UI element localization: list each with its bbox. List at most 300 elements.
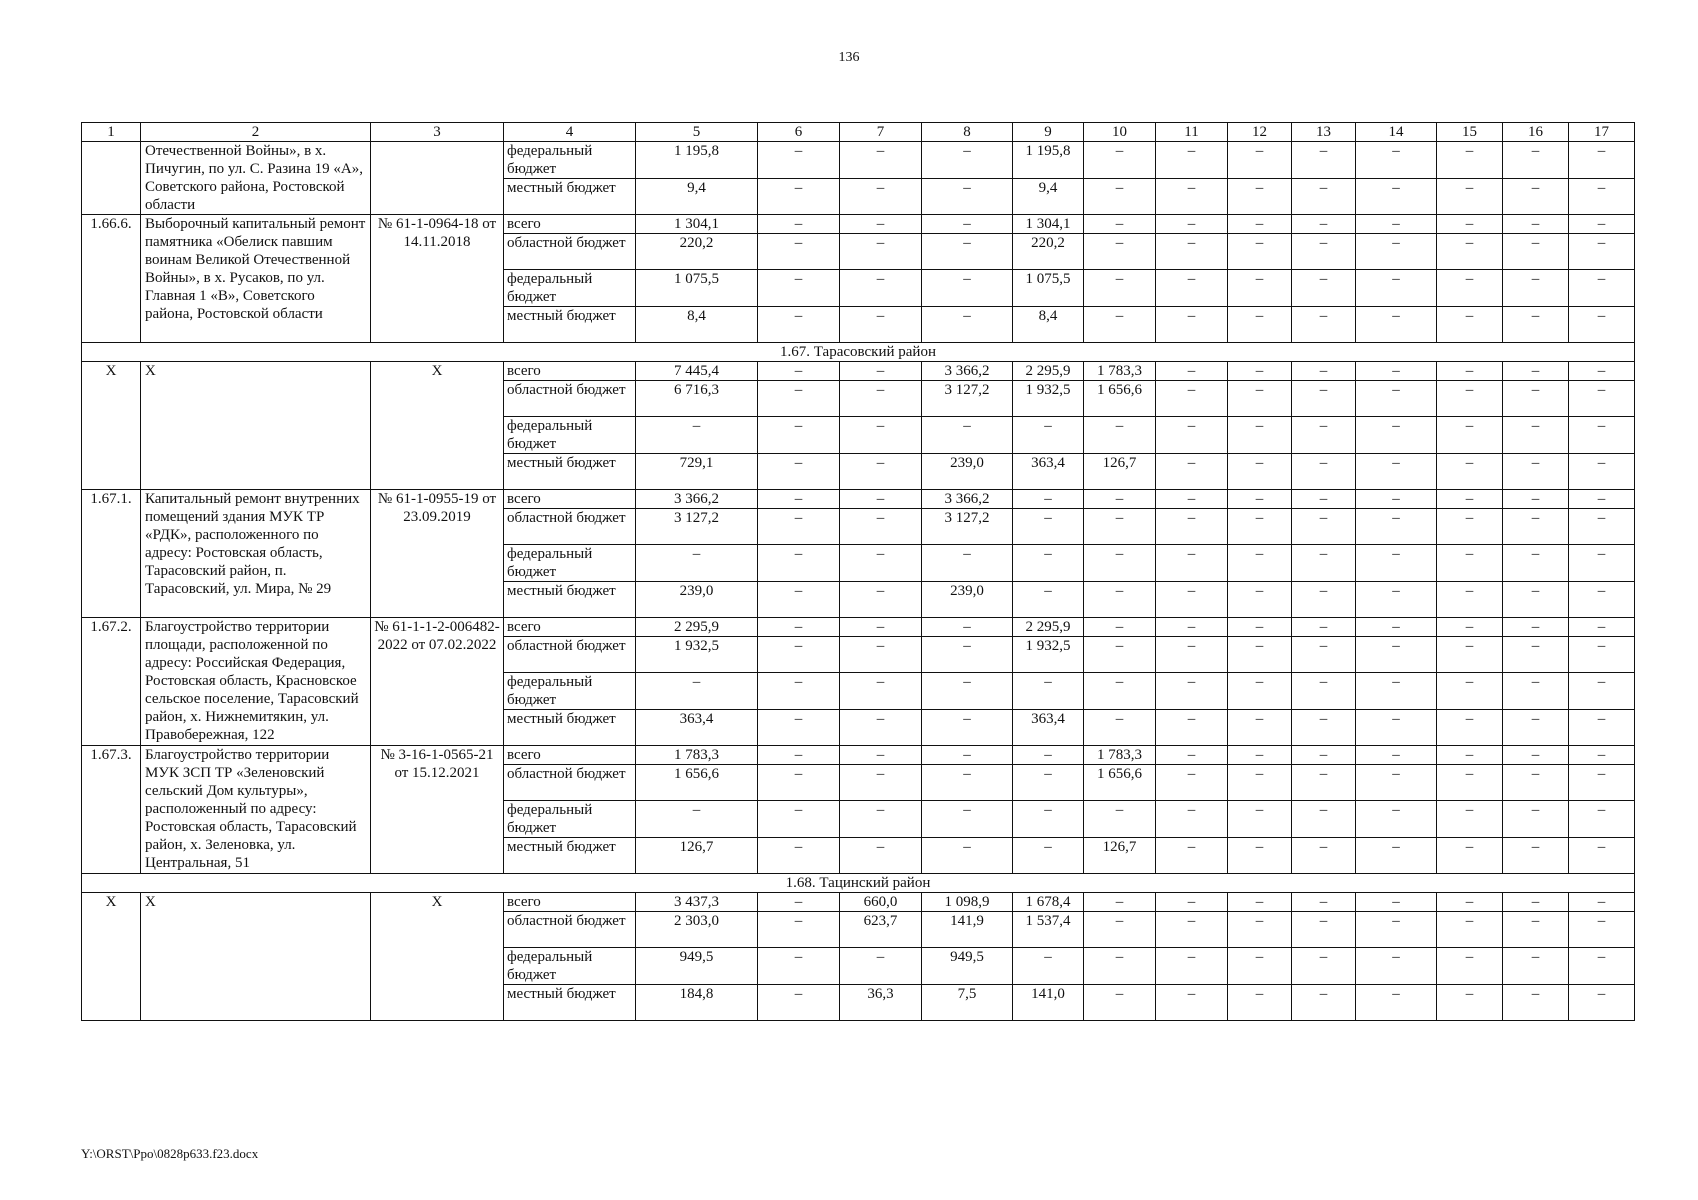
value-cell: – bbox=[1503, 142, 1569, 179]
value-cell: – bbox=[758, 179, 840, 215]
value-cell: – bbox=[840, 381, 922, 417]
funding-source: федеральный бюджет bbox=[504, 545, 636, 582]
value-cell: – bbox=[1356, 948, 1437, 985]
value-cell: – bbox=[1437, 838, 1503, 874]
funding-source: федеральный бюджет bbox=[504, 673, 636, 710]
value-cell: – bbox=[1503, 893, 1569, 912]
value-cell: – bbox=[1084, 545, 1156, 582]
value-cell: 1 195,8 bbox=[1013, 142, 1084, 179]
item-name: Капитальный ремонт внутренних помещений здания МУК ТР «РДК», расположенного по адресу: Ростовская область, Тарасовский район, п. Тарасовский, ул. Мира, № 29 bbox=[141, 490, 371, 618]
value-cell: – bbox=[1228, 912, 1292, 948]
value-cell: – bbox=[1569, 746, 1635, 765]
value-cell: – bbox=[1437, 142, 1503, 179]
funding-source: федеральный бюджет bbox=[504, 270, 636, 307]
value-cell: – bbox=[1503, 746, 1569, 765]
column-number-cell: 3 bbox=[371, 123, 504, 142]
value-cell: – bbox=[1569, 215, 1635, 234]
value-cell: 7 445,4 bbox=[636, 362, 758, 381]
value-cell: – bbox=[1503, 417, 1569, 454]
value-cell: – bbox=[1156, 765, 1228, 801]
value-cell: – bbox=[1356, 912, 1437, 948]
value-cell: – bbox=[1356, 801, 1437, 838]
value-cell: – bbox=[1356, 179, 1437, 215]
value-cell: – bbox=[1292, 179, 1356, 215]
value-cell: – bbox=[1356, 637, 1437, 673]
value-cell: – bbox=[1084, 509, 1156, 545]
value-cell: 7,5 bbox=[922, 985, 1013, 1021]
value-cell: – bbox=[1503, 637, 1569, 673]
value-cell: – bbox=[1013, 948, 1084, 985]
item-number: 1.66.6. bbox=[82, 215, 141, 343]
value-cell: – bbox=[1356, 234, 1437, 270]
value-cell: – bbox=[1437, 582, 1503, 618]
expertise-conclusion: № 61-1-1-2-006482-2022 от 07.02.2022 bbox=[371, 618, 504, 746]
value-cell: – bbox=[1356, 307, 1437, 343]
value-cell: – bbox=[840, 215, 922, 234]
footer-file-path: Y:\ORST\Ppo\0828p633.f23.docx bbox=[81, 1146, 259, 1161]
value-cell: – bbox=[758, 381, 840, 417]
value-cell: 1 932,5 bbox=[1013, 381, 1084, 417]
value-cell: – bbox=[1569, 307, 1635, 343]
column-number-cell: 1 bbox=[82, 123, 141, 142]
value-cell: – bbox=[1356, 381, 1437, 417]
value-cell: – bbox=[840, 307, 922, 343]
value-cell: – bbox=[1292, 362, 1356, 381]
item-name: Благоустройство территории МУК ЗСП ТР «Зеленовский сельский Дом культуры», расположенный по адресу: Ростовская область, Тарасовский район, х. Зеленовка, ул. Центральная, 51 bbox=[141, 746, 371, 874]
value-cell: – bbox=[636, 545, 758, 582]
value-cell: 363,4 bbox=[1013, 454, 1084, 490]
funding-source: местный бюджет bbox=[504, 710, 636, 746]
budget-table bbox=[81, 122, 1635, 1021]
value-cell: 184,8 bbox=[636, 985, 758, 1021]
value-cell: 1 195,8 bbox=[636, 142, 758, 179]
value-cell: – bbox=[1292, 618, 1356, 637]
value-cell: – bbox=[1084, 710, 1156, 746]
column-number-cell: 9 bbox=[1013, 123, 1084, 142]
value-cell: – bbox=[1569, 582, 1635, 618]
item-name: Х bbox=[141, 893, 371, 1021]
value-cell: – bbox=[1013, 417, 1084, 454]
value-cell: – bbox=[922, 234, 1013, 270]
value-cell: – bbox=[1356, 362, 1437, 381]
value-cell: – bbox=[1292, 948, 1356, 985]
column-number-cell: 15 bbox=[1437, 123, 1503, 142]
value-cell: – bbox=[1228, 673, 1292, 710]
value-cell: – bbox=[1013, 509, 1084, 545]
item-number: 1.67.1. bbox=[82, 490, 141, 618]
value-cell: 9,4 bbox=[1013, 179, 1084, 215]
expertise-conclusion: Х bbox=[371, 893, 504, 1021]
value-cell: – bbox=[1084, 673, 1156, 710]
funding-source: федеральный бюджет bbox=[504, 948, 636, 985]
value-cell: – bbox=[1228, 637, 1292, 673]
value-cell: – bbox=[1437, 912, 1503, 948]
value-cell: – bbox=[1437, 307, 1503, 343]
value-cell: – bbox=[1084, 637, 1156, 673]
column-number-cell: 7 bbox=[840, 123, 922, 142]
value-cell: – bbox=[922, 838, 1013, 874]
value-cell: – bbox=[1356, 454, 1437, 490]
value-cell: – bbox=[1356, 545, 1437, 582]
value-cell: – bbox=[1228, 710, 1292, 746]
value-cell: – bbox=[1356, 893, 1437, 912]
column-number-cell: 11 bbox=[1156, 123, 1228, 142]
funding-source: федеральный бюджет bbox=[504, 142, 636, 179]
table-row bbox=[82, 618, 1635, 637]
value-cell: – bbox=[840, 545, 922, 582]
value-cell: – bbox=[1228, 417, 1292, 454]
value-cell: 8,4 bbox=[636, 307, 758, 343]
value-cell: 1 678,4 bbox=[1013, 893, 1084, 912]
value-cell: – bbox=[1228, 270, 1292, 307]
value-cell: – bbox=[1292, 307, 1356, 343]
value-cell: – bbox=[1228, 381, 1292, 417]
value-cell: – bbox=[758, 582, 840, 618]
value-cell: – bbox=[1503, 801, 1569, 838]
item-number: 1.67.3. bbox=[82, 746, 141, 874]
column-number-cell: 10 bbox=[1084, 123, 1156, 142]
value-cell: – bbox=[840, 270, 922, 307]
value-cell: 3 366,2 bbox=[922, 490, 1013, 509]
value-cell: – bbox=[1569, 545, 1635, 582]
value-cell: – bbox=[1356, 985, 1437, 1021]
value-cell: – bbox=[758, 746, 840, 765]
value-cell: – bbox=[1228, 765, 1292, 801]
value-cell: – bbox=[1356, 618, 1437, 637]
value-cell: – bbox=[758, 362, 840, 381]
funding-source: местный бюджет bbox=[504, 985, 636, 1021]
value-cell: – bbox=[1569, 454, 1635, 490]
value-cell: – bbox=[1356, 270, 1437, 307]
value-cell: – bbox=[1084, 179, 1156, 215]
value-cell: – bbox=[1084, 417, 1156, 454]
value-cell: – bbox=[1084, 215, 1156, 234]
value-cell: – bbox=[1503, 912, 1569, 948]
table-row bbox=[82, 215, 1635, 234]
value-cell: – bbox=[840, 142, 922, 179]
value-cell: – bbox=[922, 637, 1013, 673]
value-cell: – bbox=[1156, 307, 1228, 343]
item-number bbox=[82, 142, 141, 215]
value-cell: 239,0 bbox=[922, 454, 1013, 490]
value-cell: 2 295,9 bbox=[1013, 618, 1084, 637]
funding-source: местный бюджет bbox=[504, 307, 636, 343]
value-cell: – bbox=[1437, 893, 1503, 912]
column-number-cell: 2 bbox=[141, 123, 371, 142]
value-cell: 1 656,6 bbox=[636, 765, 758, 801]
value-cell: – bbox=[922, 417, 1013, 454]
page-number: 136 bbox=[838, 50, 860, 65]
item-number: Х bbox=[82, 893, 141, 1021]
value-cell: – bbox=[1013, 801, 1084, 838]
value-cell: – bbox=[1292, 234, 1356, 270]
value-cell: – bbox=[1437, 179, 1503, 215]
value-cell: – bbox=[1156, 142, 1228, 179]
value-cell: – bbox=[1156, 985, 1228, 1021]
expertise-conclusion bbox=[371, 142, 504, 215]
value-cell: 1 783,3 bbox=[1084, 362, 1156, 381]
value-cell: 6 716,3 bbox=[636, 381, 758, 417]
funding-source: местный бюджет bbox=[504, 838, 636, 874]
value-cell: – bbox=[1503, 948, 1569, 985]
value-cell: 239,0 bbox=[636, 582, 758, 618]
value-cell: – bbox=[1503, 362, 1569, 381]
column-number-cell: 14 bbox=[1356, 123, 1437, 142]
value-cell: – bbox=[1292, 545, 1356, 582]
column-number-cell: 8 bbox=[922, 123, 1013, 142]
value-cell: 3 127,2 bbox=[636, 509, 758, 545]
value-cell: – bbox=[1569, 270, 1635, 307]
value-cell: – bbox=[840, 417, 922, 454]
value-cell: 220,2 bbox=[636, 234, 758, 270]
value-cell: – bbox=[1156, 215, 1228, 234]
value-cell: – bbox=[1569, 142, 1635, 179]
value-cell: – bbox=[1156, 179, 1228, 215]
value-cell: – bbox=[1228, 893, 1292, 912]
table-row bbox=[82, 362, 1635, 381]
value-cell: – bbox=[1503, 509, 1569, 545]
value-cell: – bbox=[1084, 270, 1156, 307]
value-cell: – bbox=[1569, 985, 1635, 1021]
value-cell: – bbox=[758, 490, 840, 509]
value-cell: 660,0 bbox=[840, 893, 922, 912]
value-cell: – bbox=[922, 545, 1013, 582]
value-cell: – bbox=[1503, 545, 1569, 582]
value-cell: 141,0 bbox=[1013, 985, 1084, 1021]
value-cell: – bbox=[1228, 454, 1292, 490]
value-cell: – bbox=[1013, 490, 1084, 509]
value-cell: – bbox=[1437, 801, 1503, 838]
value-cell: 141,9 bbox=[922, 912, 1013, 948]
funding-source: федеральный бюджет bbox=[504, 417, 636, 454]
value-cell: – bbox=[1156, 362, 1228, 381]
column-number-row bbox=[82, 123, 1635, 142]
value-cell: 1 075,5 bbox=[1013, 270, 1084, 307]
value-cell: – bbox=[1156, 509, 1228, 545]
value-cell: – bbox=[840, 673, 922, 710]
value-cell: – bbox=[1437, 509, 1503, 545]
expertise-conclusion: № 61-1-0964-18 от 14.11.2018 bbox=[371, 215, 504, 343]
value-cell: – bbox=[1084, 142, 1156, 179]
table-body bbox=[82, 123, 1635, 1021]
funding-source: всего bbox=[504, 746, 636, 765]
value-cell: – bbox=[922, 270, 1013, 307]
value-cell: – bbox=[1228, 746, 1292, 765]
value-cell: 1 783,3 bbox=[636, 746, 758, 765]
value-cell: – bbox=[922, 618, 1013, 637]
value-cell: – bbox=[1292, 417, 1356, 454]
value-cell: 1 656,6 bbox=[1084, 381, 1156, 417]
table-row bbox=[82, 490, 1635, 509]
value-cell: 623,7 bbox=[840, 912, 922, 948]
value-cell: 363,4 bbox=[636, 710, 758, 746]
value-cell: – bbox=[1292, 454, 1356, 490]
value-cell: – bbox=[1156, 545, 1228, 582]
value-cell: 3 366,2 bbox=[636, 490, 758, 509]
value-cell: – bbox=[1292, 985, 1356, 1021]
value-cell: 2 303,0 bbox=[636, 912, 758, 948]
funding-source: областной бюджет bbox=[504, 637, 636, 673]
value-cell: – bbox=[1569, 637, 1635, 673]
value-cell: – bbox=[840, 582, 922, 618]
funding-source: областной бюджет bbox=[504, 912, 636, 948]
funding-source: всего bbox=[504, 618, 636, 637]
value-cell: – bbox=[1013, 838, 1084, 874]
value-cell: – bbox=[1356, 710, 1437, 746]
value-cell: – bbox=[922, 307, 1013, 343]
value-cell: 1 656,6 bbox=[1084, 765, 1156, 801]
table-row bbox=[82, 746, 1635, 765]
value-cell: – bbox=[1292, 582, 1356, 618]
value-cell: – bbox=[1292, 381, 1356, 417]
value-cell: – bbox=[1228, 307, 1292, 343]
value-cell: – bbox=[1156, 746, 1228, 765]
value-cell: – bbox=[840, 637, 922, 673]
funding-source: областной бюджет bbox=[504, 381, 636, 417]
value-cell: – bbox=[1013, 545, 1084, 582]
value-cell: – bbox=[758, 618, 840, 637]
value-cell: – bbox=[1228, 948, 1292, 985]
value-cell: 3 437,3 bbox=[636, 893, 758, 912]
value-cell: – bbox=[922, 801, 1013, 838]
value-cell: 8,4 bbox=[1013, 307, 1084, 343]
value-cell: – bbox=[1228, 234, 1292, 270]
funding-source: всего bbox=[504, 893, 636, 912]
value-cell: 36,3 bbox=[840, 985, 922, 1021]
value-cell: – bbox=[1292, 270, 1356, 307]
value-cell: – bbox=[1437, 746, 1503, 765]
value-cell: 126,7 bbox=[636, 838, 758, 874]
value-cell: – bbox=[1437, 618, 1503, 637]
value-cell: 1 098,9 bbox=[922, 893, 1013, 912]
value-cell: – bbox=[922, 673, 1013, 710]
value-cell: – bbox=[758, 545, 840, 582]
value-cell: – bbox=[1084, 490, 1156, 509]
value-cell: – bbox=[1356, 509, 1437, 545]
value-cell: – bbox=[840, 746, 922, 765]
value-cell: – bbox=[922, 710, 1013, 746]
value-cell: 1 932,5 bbox=[636, 637, 758, 673]
value-cell: – bbox=[1156, 234, 1228, 270]
value-cell: – bbox=[1503, 582, 1569, 618]
value-cell: – bbox=[1228, 801, 1292, 838]
value-cell: – bbox=[758, 215, 840, 234]
value-cell: 3 127,2 bbox=[922, 509, 1013, 545]
value-cell: – bbox=[1569, 838, 1635, 874]
value-cell: – bbox=[1437, 765, 1503, 801]
value-cell: – bbox=[1437, 985, 1503, 1021]
value-cell: – bbox=[1228, 362, 1292, 381]
expertise-conclusion: Х bbox=[371, 362, 504, 490]
value-cell: 1 075,5 bbox=[636, 270, 758, 307]
value-cell: – bbox=[1437, 270, 1503, 307]
value-cell: – bbox=[1228, 582, 1292, 618]
value-cell: – bbox=[1156, 912, 1228, 948]
value-cell: – bbox=[1084, 307, 1156, 343]
value-cell: – bbox=[1503, 838, 1569, 874]
value-cell: – bbox=[840, 234, 922, 270]
value-cell: – bbox=[840, 948, 922, 985]
value-cell: – bbox=[1503, 765, 1569, 801]
value-cell: – bbox=[1437, 490, 1503, 509]
section-header-row bbox=[82, 343, 1635, 362]
value-cell: 729,1 bbox=[636, 454, 758, 490]
value-cell: – bbox=[1437, 637, 1503, 673]
value-cell: 126,7 bbox=[1084, 454, 1156, 490]
value-cell: – bbox=[1503, 381, 1569, 417]
value-cell: – bbox=[1084, 912, 1156, 948]
value-cell: – bbox=[1156, 710, 1228, 746]
value-cell: – bbox=[1569, 893, 1635, 912]
value-cell: – bbox=[758, 948, 840, 985]
funding-source: местный бюджет bbox=[504, 582, 636, 618]
section-header-row bbox=[82, 874, 1635, 893]
value-cell: – bbox=[1437, 381, 1503, 417]
value-cell: – bbox=[758, 912, 840, 948]
value-cell: – bbox=[758, 637, 840, 673]
value-cell: 1 304,1 bbox=[1013, 215, 1084, 234]
value-cell: – bbox=[1356, 490, 1437, 509]
column-number-cell: 12 bbox=[1228, 123, 1292, 142]
value-cell: – bbox=[1503, 215, 1569, 234]
value-cell: – bbox=[1156, 893, 1228, 912]
value-cell: – bbox=[636, 673, 758, 710]
funding-source: местный бюджет bbox=[504, 179, 636, 215]
value-cell: – bbox=[758, 765, 840, 801]
value-cell: – bbox=[1569, 765, 1635, 801]
value-cell: – bbox=[840, 838, 922, 874]
column-number-cell: 13 bbox=[1292, 123, 1356, 142]
value-cell: – bbox=[1156, 801, 1228, 838]
value-cell: – bbox=[1013, 673, 1084, 710]
item-number: Х bbox=[82, 362, 141, 490]
value-cell: 220,2 bbox=[1013, 234, 1084, 270]
value-cell: – bbox=[1228, 142, 1292, 179]
section-title: 1.68. Тацинский район bbox=[82, 874, 1635, 893]
value-cell: 363,4 bbox=[1013, 710, 1084, 746]
value-cell: 1 932,5 bbox=[1013, 637, 1084, 673]
item-name: Отечественной Войны», в х. Пичугин, по ул. С. Разина 19 «А», Советского района, Ростовской области bbox=[141, 142, 371, 215]
value-cell: 1 537,4 bbox=[1013, 912, 1084, 948]
table-row bbox=[82, 893, 1635, 912]
value-cell: – bbox=[922, 746, 1013, 765]
value-cell: – bbox=[1084, 234, 1156, 270]
value-cell: – bbox=[1156, 381, 1228, 417]
value-cell: – bbox=[1084, 985, 1156, 1021]
value-cell: – bbox=[758, 893, 840, 912]
value-cell: – bbox=[1228, 545, 1292, 582]
value-cell: – bbox=[758, 838, 840, 874]
column-number-cell: 4 bbox=[504, 123, 636, 142]
value-cell: – bbox=[922, 142, 1013, 179]
value-cell: – bbox=[758, 142, 840, 179]
value-cell: – bbox=[758, 234, 840, 270]
value-cell: – bbox=[1013, 765, 1084, 801]
value-cell: 239,0 bbox=[922, 582, 1013, 618]
value-cell: – bbox=[1156, 838, 1228, 874]
value-cell: – bbox=[1292, 490, 1356, 509]
value-cell: – bbox=[1437, 417, 1503, 454]
value-cell: – bbox=[1569, 801, 1635, 838]
value-cell: – bbox=[840, 509, 922, 545]
column-number-cell: 17 bbox=[1569, 123, 1635, 142]
value-cell: – bbox=[1503, 454, 1569, 490]
value-cell: – bbox=[1292, 746, 1356, 765]
value-cell: – bbox=[1503, 234, 1569, 270]
column-number-cell: 16 bbox=[1503, 123, 1569, 142]
value-cell: – bbox=[840, 765, 922, 801]
value-cell: – bbox=[1569, 381, 1635, 417]
